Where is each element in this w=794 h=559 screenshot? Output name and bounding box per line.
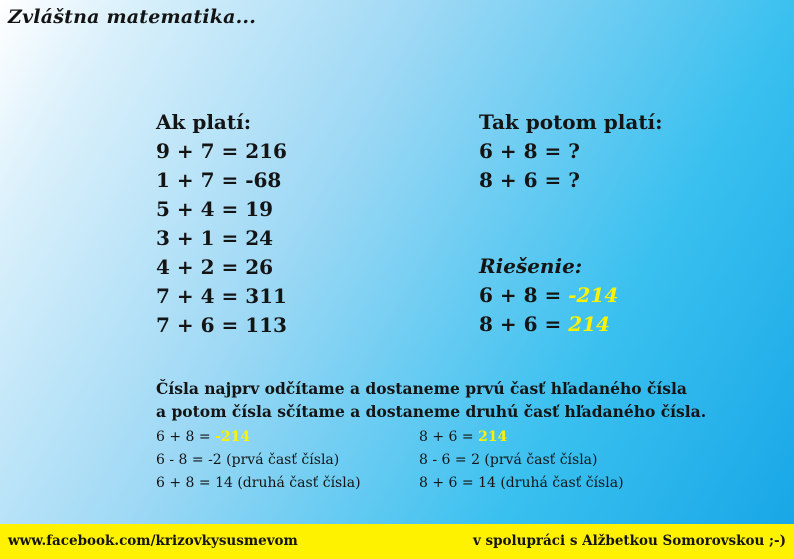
solution-line bbox=[479, 281, 618, 310]
given-equations bbox=[156, 108, 287, 340]
solution-prefix: 6 + 8 = bbox=[479, 283, 569, 307]
solution-answer: -214 bbox=[568, 283, 619, 307]
question-equation: 8 + 6 = ? bbox=[479, 168, 580, 192]
detail-prefix: 8 + 6 = bbox=[419, 429, 479, 445]
detail-row: 8 + 6 = 14 (druhá časť čísla) bbox=[419, 475, 624, 491]
question-equation: 6 + 8 = ? bbox=[479, 139, 580, 163]
given-equation: 9 + 7 = 216 bbox=[156, 139, 287, 163]
solution-line bbox=[479, 310, 618, 339]
solution-block bbox=[479, 252, 618, 339]
question-heading: Tak potom platí: bbox=[479, 110, 663, 134]
given-equation: 1 + 7 = -68 bbox=[156, 168, 282, 192]
detail-prefix: 6 + 8 = bbox=[156, 429, 216, 445]
explanation-line: a potom čísla sčítame a dostaneme druhú časť hľadaného čísla. bbox=[156, 402, 707, 421]
detail-row bbox=[156, 426, 361, 449]
solution-prefix: 8 + 6 = bbox=[479, 312, 569, 336]
detail-value: -214 bbox=[215, 429, 251, 445]
given-equation: 5 + 4 = 19 bbox=[156, 197, 274, 221]
detail-row: 8 - 6 = 2 (prvá časť čísla) bbox=[419, 452, 598, 468]
footer-link[interactable]: www.facebook.com/krizovkysusmevom bbox=[8, 533, 298, 549]
question-equations bbox=[479, 108, 663, 195]
detail-value: 214 bbox=[478, 429, 508, 445]
detail-row: 6 - 8 = -2 (prvá časť čísla) bbox=[156, 452, 340, 468]
page-title: Zvláštna matematika... bbox=[8, 6, 257, 28]
footer-credit: v spolupráci s Alžbetkou Somorovskou ;-) bbox=[472, 533, 786, 549]
given-heading: Ak platí: bbox=[156, 110, 252, 134]
explanation-line: Čísla najprv odčítame a dostaneme prvú časť hľadaného čísla bbox=[156, 379, 687, 398]
explanation bbox=[156, 377, 706, 423]
detail-column-right bbox=[419, 426, 624, 495]
detail-row bbox=[419, 426, 624, 449]
detail-column-left bbox=[156, 426, 361, 495]
solution-heading: Riešenie: bbox=[479, 254, 583, 278]
given-equation: 7 + 4 = 311 bbox=[156, 284, 287, 308]
given-equation: 7 + 6 = 113 bbox=[156, 313, 287, 337]
given-equation: 3 + 1 = 24 bbox=[156, 226, 274, 250]
solution-answer: 214 bbox=[568, 312, 610, 336]
detail-row: 6 + 8 = 14 (druhá časť čísla) bbox=[156, 475, 361, 491]
footer-bar bbox=[0, 524, 794, 559]
given-equation: 4 + 2 = 26 bbox=[156, 255, 274, 279]
